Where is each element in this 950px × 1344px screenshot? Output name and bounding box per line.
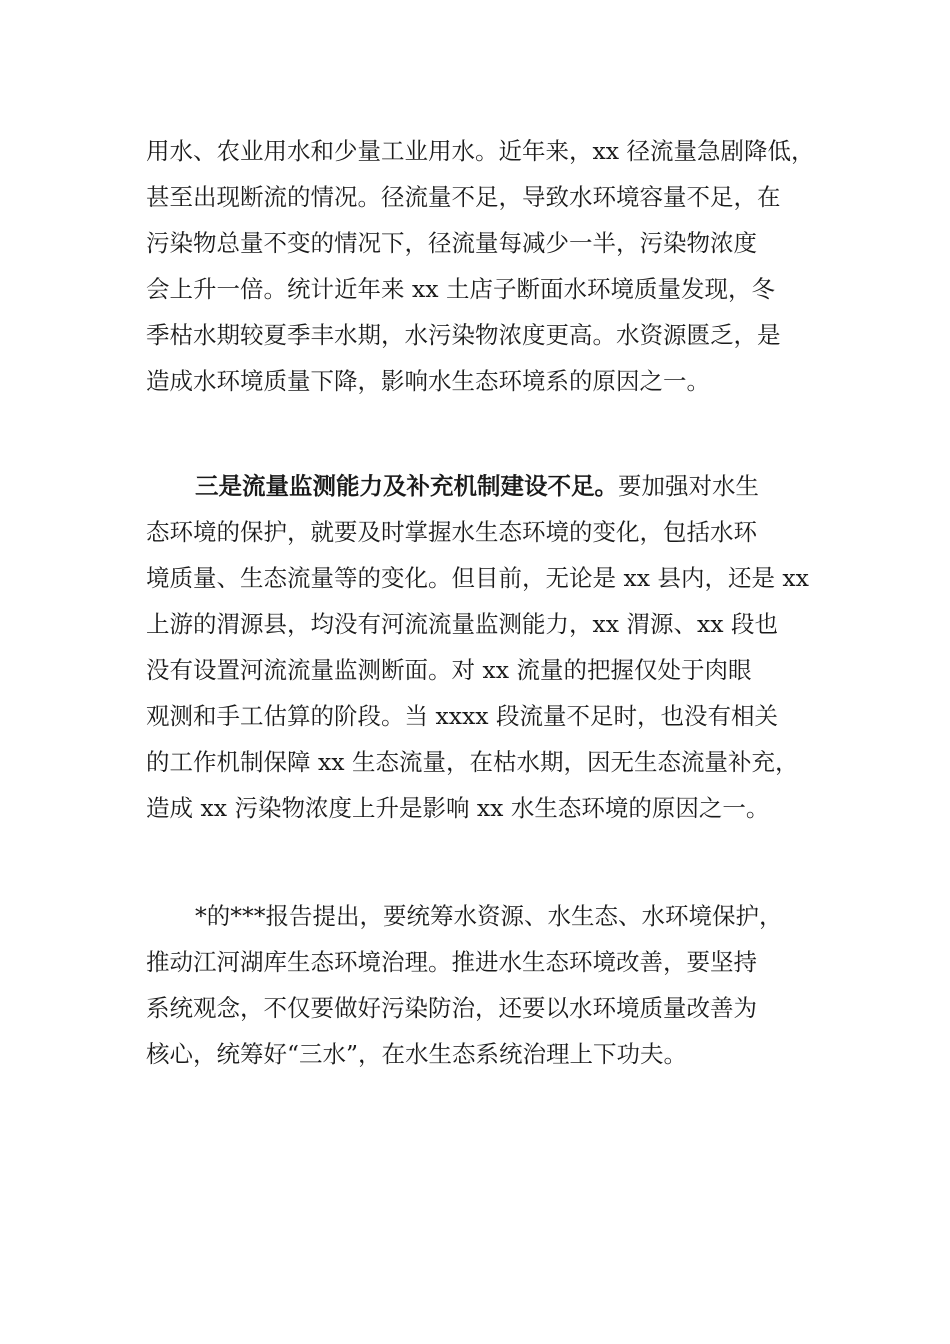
text-line: 境质量、生态流量等的变化。但目前，无论是 xx 县内，还是 xx xyxy=(146,564,809,592)
text-line: 推动江河湖库生态环境治理。推进水生态环境改善，要坚持 xyxy=(146,948,757,976)
text-line: 态环境的保护，就要及时掌握水生态环境的变化，包括水环 xyxy=(146,518,757,546)
text-line-rest: 要加强对水生 xyxy=(618,472,759,500)
text-line: *的***报告提出，要统筹水资源、水生态、水环境保护， xyxy=(195,902,783,930)
text-line: 观测和手工估算的阶段。当 xxxx 段流量不足时，也没有相关 xyxy=(146,702,778,730)
paragraph-report-summary xyxy=(146,893,826,1077)
paragraph-heading: 三是流量监测能力及补充机制建设不足。 xyxy=(195,472,618,500)
text-line-first xyxy=(146,463,826,509)
text-line: 没有设置河流流量监测断面。对 xx 流量的把握仅处于肉眼 xyxy=(146,656,752,684)
text-line: 的工作机制保障 xx 生态流量，在枯水期，因无生态流量补充， xyxy=(146,748,799,776)
text-line: 污染物总量不变的情况下，径流量每减少一半，污染物浓度 xyxy=(146,229,757,257)
text-line: 核心，统筹好“三水”，在水生态系统治理上下功夫。 xyxy=(146,1040,688,1068)
text-line: 用水、农业用水和少量工业用水。近年来，xx 径流量急剧降低， xyxy=(146,137,815,165)
text-line: 季枯水期较夏季丰水期，水污染物浓度更高。水资源匮乏，是 xyxy=(146,321,781,349)
text-line: 甚至出现断流的情况。径流量不足，导致水环境容量不足，在 xyxy=(146,183,781,211)
text-line: 造成 xx 污染物浓度上升是影响 xx 水生态环境的原因之一。 xyxy=(146,794,770,822)
text-line: 上游的渭源县，均没有河流流量监测能力，xx 渭源、xx 段也 xyxy=(146,610,778,638)
paragraph-water-shortage xyxy=(146,128,826,404)
text-line: 造成水环境质量下降，影响水生态环境系的原因之一。 xyxy=(146,367,710,395)
paragraph-flow-monitoring xyxy=(146,463,826,831)
text-line: 会上升一倍。统计近年来 xx 土店子断面水环境质量发现，冬 xyxy=(146,275,775,303)
text-line: 系统观念，不仅要做好污染防治，还要以水环境质量改善为 xyxy=(146,994,757,1022)
